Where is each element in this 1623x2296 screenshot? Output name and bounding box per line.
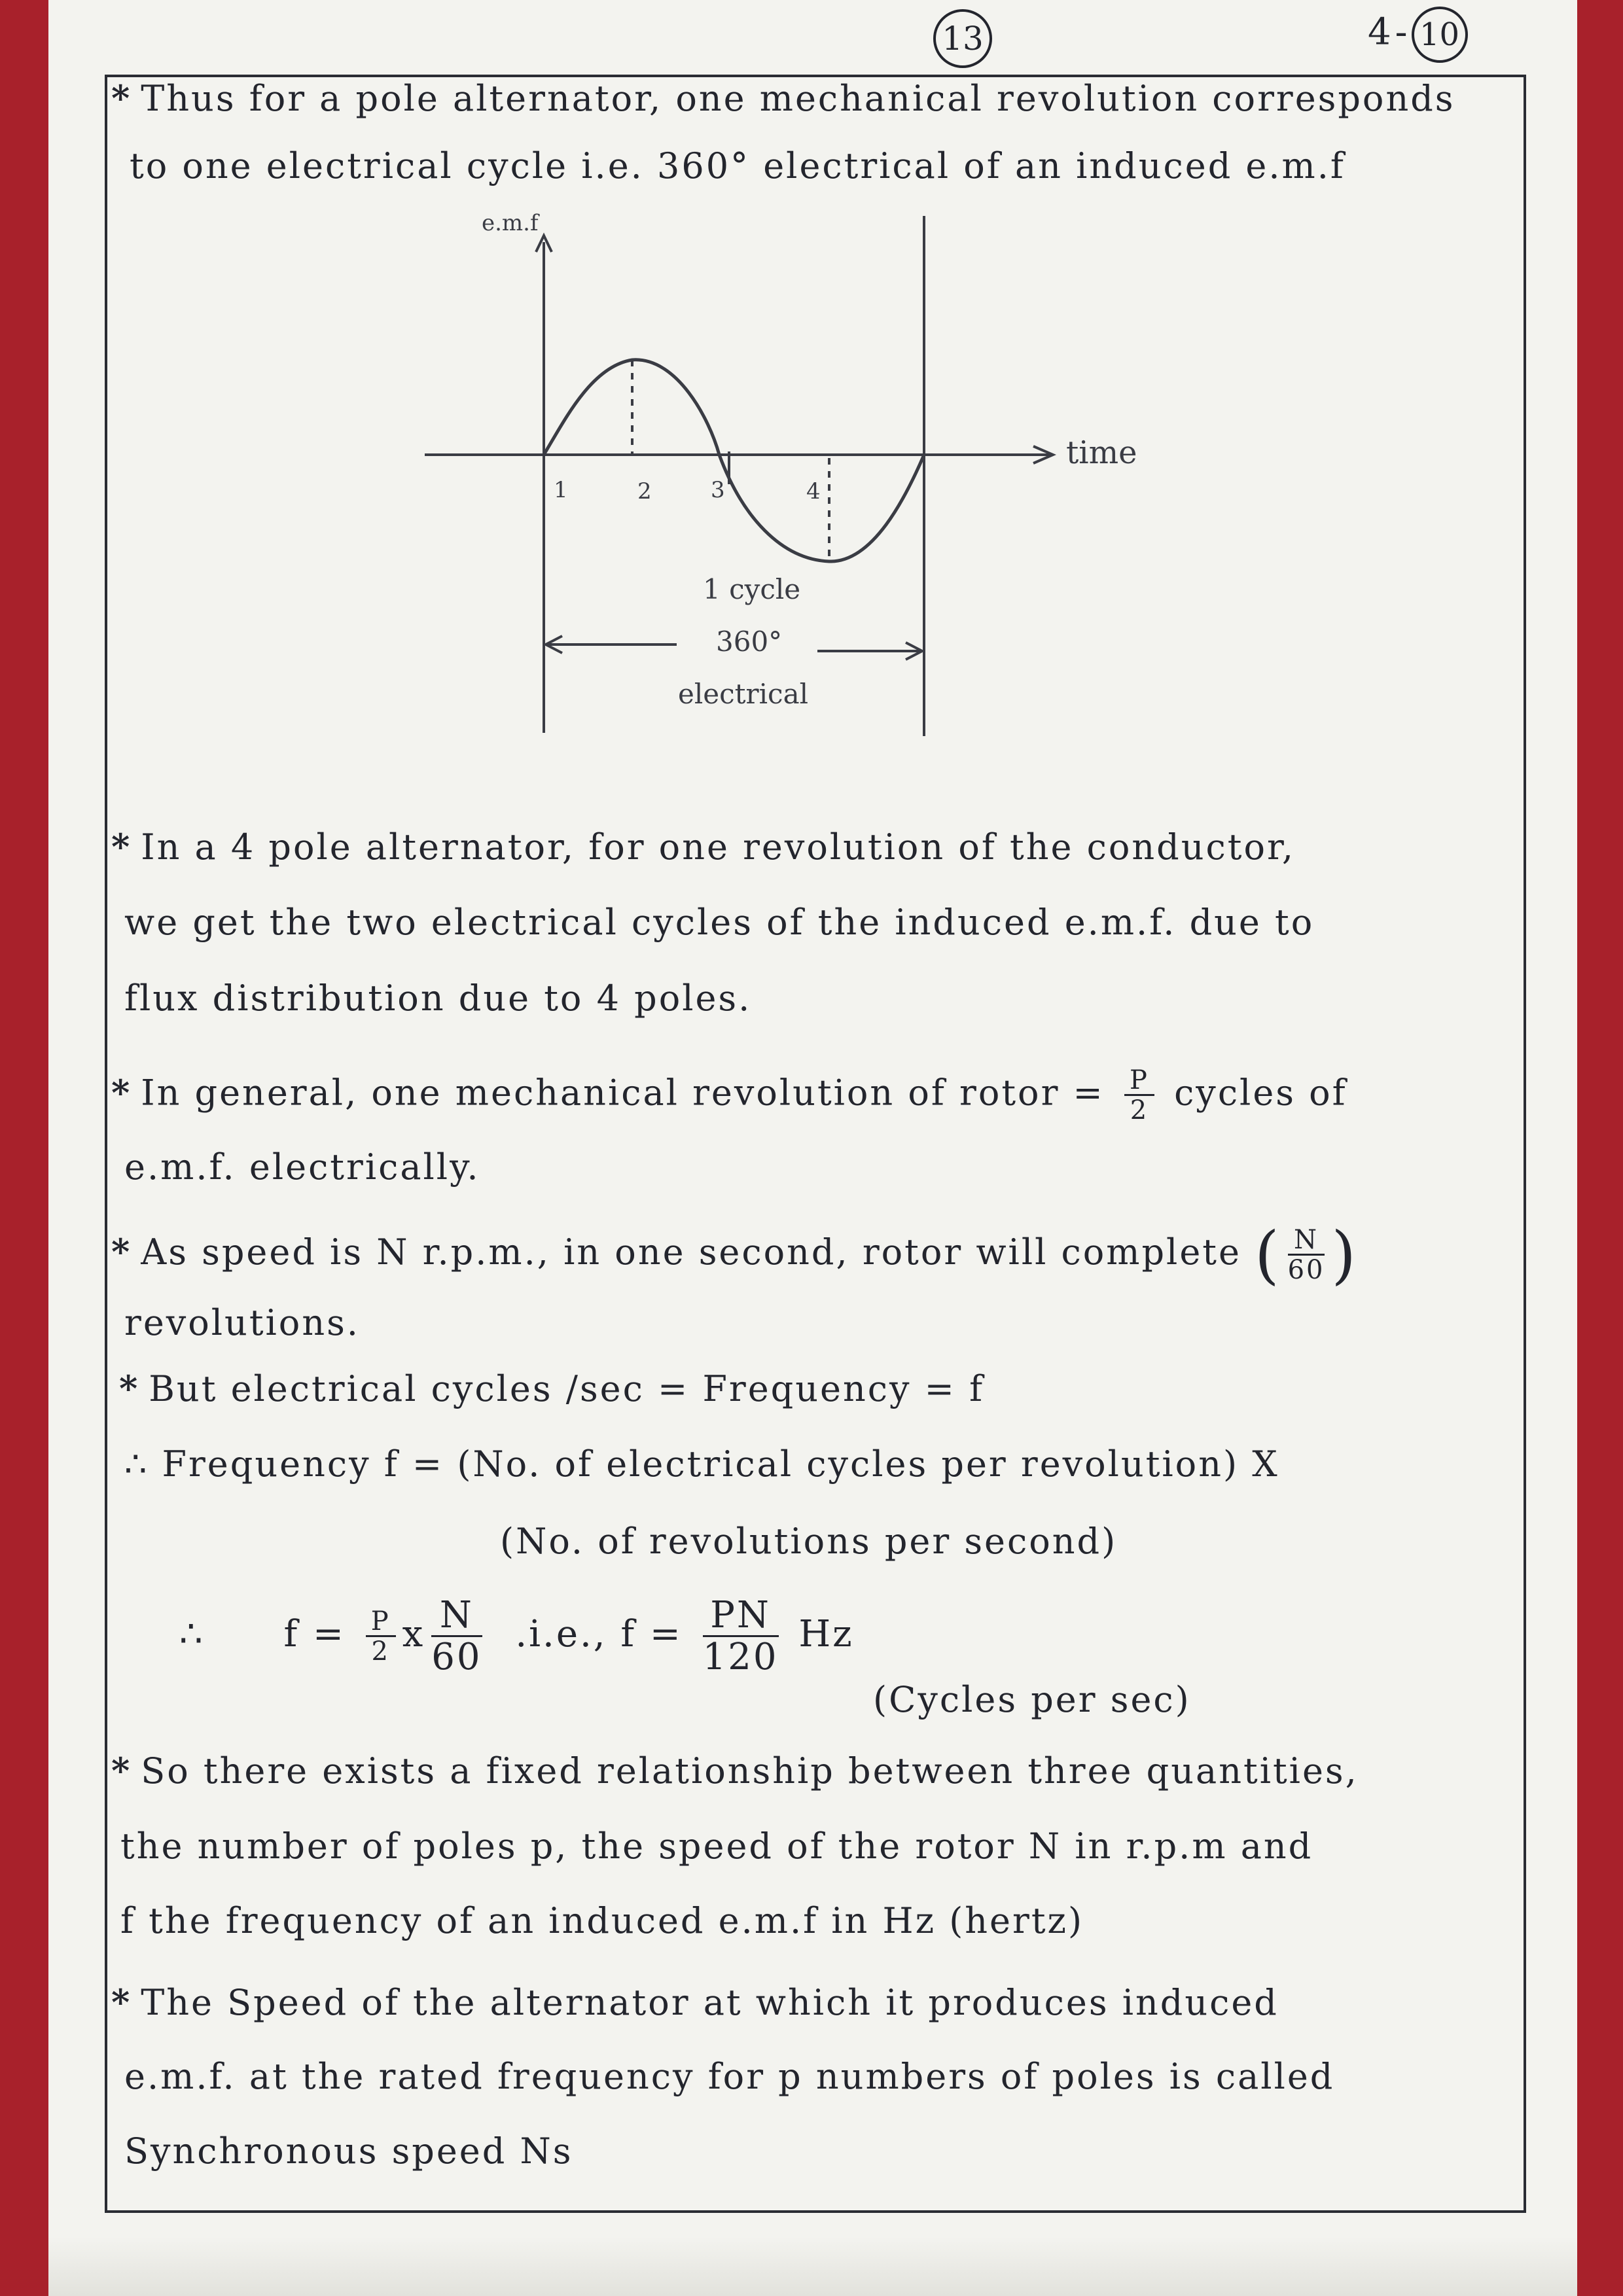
frequency-formula: ∴ f = $\frac{P}{2}$ x $\frac{N}{60}$ .i.e., f = $\frac{PN}{120}$ Hz [179,1594,854,1678]
cycles-per-sec-note: (Cycles per sec) [873,1679,1191,1720]
electrical-label: electrical [678,678,809,710]
bullet-icon: * [111,1750,132,1792]
n-over-60-fraction: $\frac{N}{60}$ [431,1594,482,1678]
para1-line-2: we get the two electrical cycles of the induced e.m.f. due to [124,902,1315,943]
bullet-icon: * [111,1071,132,1114]
para7-line-3: f the frequency of an induced e.m.f in Hz (hertz) [120,1900,1084,1941]
point-label-2: 2 [637,478,652,504]
sheet-dash: - [1395,10,1408,54]
cycle-label: 1 cycle [703,573,801,605]
p-over-2-fraction: $\frac{P}{2}$ [366,1608,396,1666]
notebook-page [48,0,1577,2296]
n-over-60-fraction: $\frac{N}{60}$ [1287,1224,1325,1285]
bullet-icon: * [111,1231,132,1273]
para4-line-1: * But electrical cycles /sec = Frequency = f [119,1368,985,1409]
sheet-prefix: 4 [1368,10,1391,54]
page-shadow [48,2237,1577,2296]
para1-line-1: * In a 4 pole alternator, for one revolution of the conductor, [111,826,1295,868]
p-over-2-fraction: $\frac{P}{2}$ [1124,1067,1154,1125]
para1-line-3: flux distribution due to 4 poles. [124,978,752,1019]
para8-line-2: e.m.f. at the rated frequency for p numbers of poles is called [124,2056,1335,2097]
intro-line-1: * Thus for a pole alternator, one mechanical revolution corresponds [111,77,1455,119]
para7-line-1: * So there exists a fixed relationship between three quantities, [111,1750,1359,1792]
x-axis-label: time [1066,434,1137,471]
para2-line-2: e.m.f. electrically. [124,1146,480,1188]
para7-line-2: the number of poles p, the speed of the rotor N in r.p.m and [120,1826,1313,1867]
para8-line-3: Synchronous speed Ns [124,2130,573,2172]
para3-line-2: revolutions. [124,1302,360,1343]
para3-line-1: * As speed is N r.p.m., in one second, rotor will complete ( $\frac{N}{60}$ ) [111,1218,1358,1292]
point-label-1: 1 [554,477,568,503]
page-number: 13 [933,9,992,68]
y-axis-label: e.m.f [482,210,539,236]
frequency-line-2: (No. of revolutions per second) [500,1521,1118,1562]
intro-line-2: to one electrical cycle i.e. 360° electrical of an induced e.m.f [130,145,1346,186]
para2-line-1: * In general, one mechanical revolution of rotor = $\frac{P}{2}$ cycles of [111,1065,1347,1125]
degrees-label: 360° [716,626,783,658]
pn-over-120-fraction: $\frac{PN}{120}$ [702,1594,779,1678]
point-label-3: 3 [711,477,725,503]
therefore-symbol: ∴ [179,1613,205,1656]
bullet-icon: * [111,826,132,868]
para8-line-1: * The Speed of the alternator at which it produces induced [111,1981,1279,2023]
bullet-icon: * [111,1981,132,2023]
sheet-number-circle: 10 [1412,7,1468,63]
frequency-line-1: ∴ Frequency f = (No. of electrical cycles per revolution) X [124,1443,1279,1485]
point-label-4: 4 [806,478,821,504]
sine-wave-diagram [48,0,1577,785]
emf-sine-curve [544,360,924,561]
bullet-icon: * [111,77,132,119]
bullet-icon: * [119,1368,140,1409]
